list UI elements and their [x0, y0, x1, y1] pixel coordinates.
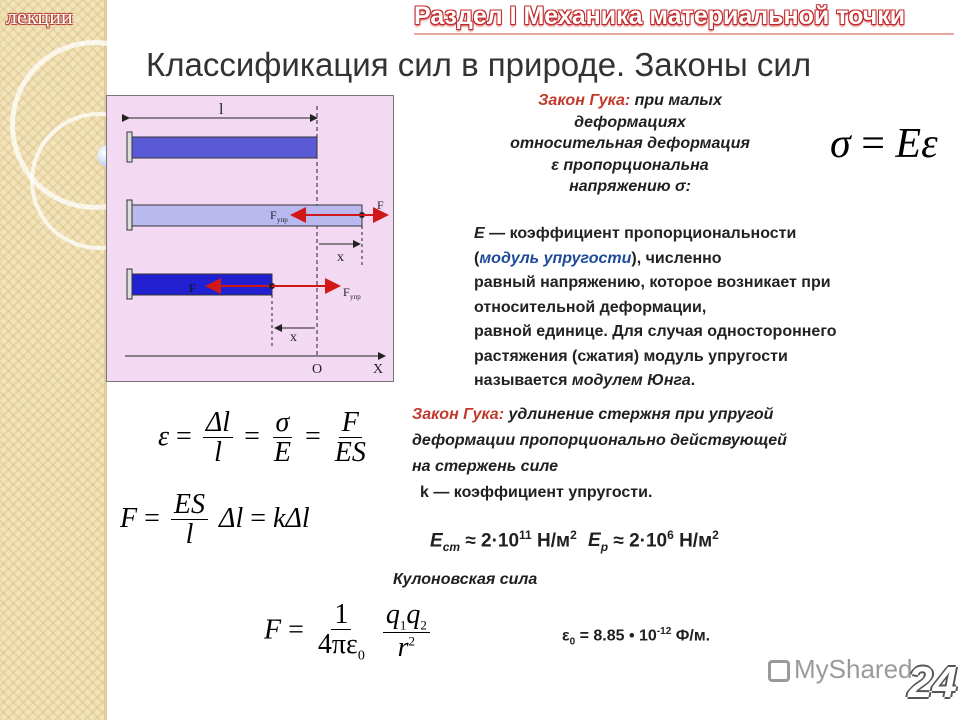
modulus-letter: E [474, 225, 485, 242]
epsilon-subscript: 0 [357, 648, 365, 664]
hooke-law-statement [470, 90, 790, 198]
definition-text: — коэффициент пропорциональности [484, 225, 797, 242]
elongation-symbol: Δl [219, 503, 244, 535]
epsilon-symbol: ε [562, 627, 570, 645]
numerator: σ [273, 408, 293, 438]
definition-text: называется [474, 372, 572, 389]
hooke-text-line: напряжению σ: [569, 178, 691, 195]
rod-compressed [132, 274, 272, 295]
fraction [332, 408, 369, 469]
compress-label: x [290, 330, 297, 345]
distance-symbol: r [397, 632, 409, 664]
hooke-text-line: деформациях [574, 113, 686, 131]
numerator: 1 [331, 600, 351, 630]
elastic-force-subscript: упр [277, 216, 288, 224]
hooke-text-line: удлинение стержня при упругой [508, 406, 774, 423]
young-modulus-term: модулем Юнга [571, 372, 691, 389]
permittivity-exponent: -12 [656, 626, 672, 637]
charge-symbol: q [406, 599, 421, 631]
hooke-diagram [106, 95, 394, 382]
equals-sign: = [176, 421, 192, 453]
section-title: Раздел I Механика материальной точки [414, 2, 906, 30]
sigma-symbol: σ [830, 121, 851, 167]
steel-unit: Н/м [537, 530, 571, 552]
denominator: ES [334, 437, 366, 469]
charge-subscript: 2 [420, 617, 427, 633]
numerator: Δl [203, 408, 233, 438]
force-symbol: F [120, 503, 138, 535]
force-symbol: F [264, 614, 282, 646]
equals-sign: = [250, 503, 267, 535]
slide-title: Классификация сил в природе. Законы сил [146, 46, 812, 83]
permittivity-unit: Ф/м. [671, 627, 711, 645]
strain-symbol: ε [158, 421, 170, 453]
rubber-unit: Н/м [679, 530, 713, 552]
rubber-exponent: 6 [667, 528, 674, 542]
strain-symbol: ε [921, 121, 938, 167]
spring-law-term: kΔl [273, 503, 310, 535]
vacuum-permittivity [562, 626, 710, 648]
axis-label: X [373, 362, 384, 377]
page-number: 24 [908, 658, 957, 707]
wall-mount [127, 269, 132, 299]
hooke-text-line: относительная деформация [510, 135, 750, 152]
watermark-icon [768, 660, 790, 682]
hooke-text-line: ε пропорциональна [551, 156, 709, 174]
force-formula [120, 490, 310, 551]
denominator: E [273, 437, 291, 469]
denominator: l [185, 519, 194, 551]
lectures-label: лекции [6, 4, 73, 29]
elastic-force-label: F [270, 208, 277, 222]
steel-modulus-symbol: E [430, 530, 443, 552]
definition-text: растяжения (сжатия) модуль упругости [474, 347, 788, 365]
fraction [203, 408, 233, 469]
stretch-label: x [337, 250, 344, 265]
fraction [383, 600, 430, 664]
numerator: F [339, 408, 362, 438]
equals-sign: = [304, 421, 321, 453]
steel-exponent: 11 [519, 528, 532, 542]
hooke-text-line: при малых [634, 92, 722, 109]
unit-exponent: 2 [570, 528, 577, 542]
elasticity-coefficient-note: k — коэффициент упругости. [420, 484, 653, 501]
stress-formula [830, 120, 938, 168]
rubber-subscript: р [600, 540, 609, 555]
strain-formula [158, 408, 373, 469]
hooke-text-line: деформации пропорционально действующей [412, 432, 787, 449]
force-label: F [377, 198, 384, 212]
modulus-term: модуль упругости [479, 249, 632, 267]
steel-subscript: ст [442, 540, 461, 555]
coulomb-force-title: Кулоновская сила [393, 571, 538, 588]
definition-text: относительной деформации, [474, 298, 707, 316]
moduli-values [430, 528, 719, 554]
equals-sign: = [144, 503, 160, 535]
steel-modulus-value: ≈ 2·10 [465, 530, 520, 552]
denominator: l [214, 437, 222, 469]
hooke-law-title: Закон Гука: [538, 92, 631, 109]
charge-symbol: q [385, 599, 400, 631]
charge-subscript: 1 [399, 617, 407, 633]
unit-exponent: 2 [712, 528, 719, 542]
definition-text: равной единице. Для случая одностороннего [474, 323, 837, 340]
hooke-law-title: Закон Гука: [412, 406, 505, 423]
compress-force-label: F [189, 281, 196, 295]
equals-sign: = [861, 121, 885, 167]
hooke-diagram-svg [107, 96, 393, 381]
distance-exponent: 2 [408, 634, 416, 650]
equals-sign: = [288, 614, 304, 646]
watermark-text: MyShared [794, 654, 913, 684]
fraction [171, 490, 208, 551]
definition-text: ), численно [631, 249, 722, 267]
coulomb-formula [264, 600, 434, 664]
wall-mount [127, 200, 132, 230]
definition-text: равный напряжению, которое возникает при [474, 274, 831, 291]
fraction [315, 600, 368, 664]
permittivity-value: = 8.85 • 10 [575, 627, 657, 645]
compress-elastic-subscript: упр [350, 293, 361, 301]
wall-mount [127, 132, 132, 162]
hooke-text-line: на стержень силе [412, 458, 558, 475]
epsilon-subscript: 0 [569, 636, 576, 648]
numerator: ES [171, 490, 208, 520]
modulus-definition [474, 222, 960, 394]
origin-label: O [312, 362, 323, 377]
rubber-modulus-value: ≈ 2·10 [613, 530, 668, 552]
modulus-symbol: E [895, 121, 922, 167]
watermark [768, 654, 913, 685]
hooke-law-elongation [412, 402, 932, 506]
rubber-modulus-symbol: E [588, 530, 601, 552]
definition-text: ( [474, 249, 480, 267]
denominator: 4πε [317, 629, 358, 661]
equals-sign: = [244, 421, 260, 453]
definition-text: . [690, 372, 696, 389]
length-label: l [219, 101, 224, 118]
section-underline [414, 33, 954, 35]
compress-elastic-label: F [343, 285, 350, 299]
rod-unstretched [132, 137, 317, 158]
fraction [271, 408, 294, 469]
